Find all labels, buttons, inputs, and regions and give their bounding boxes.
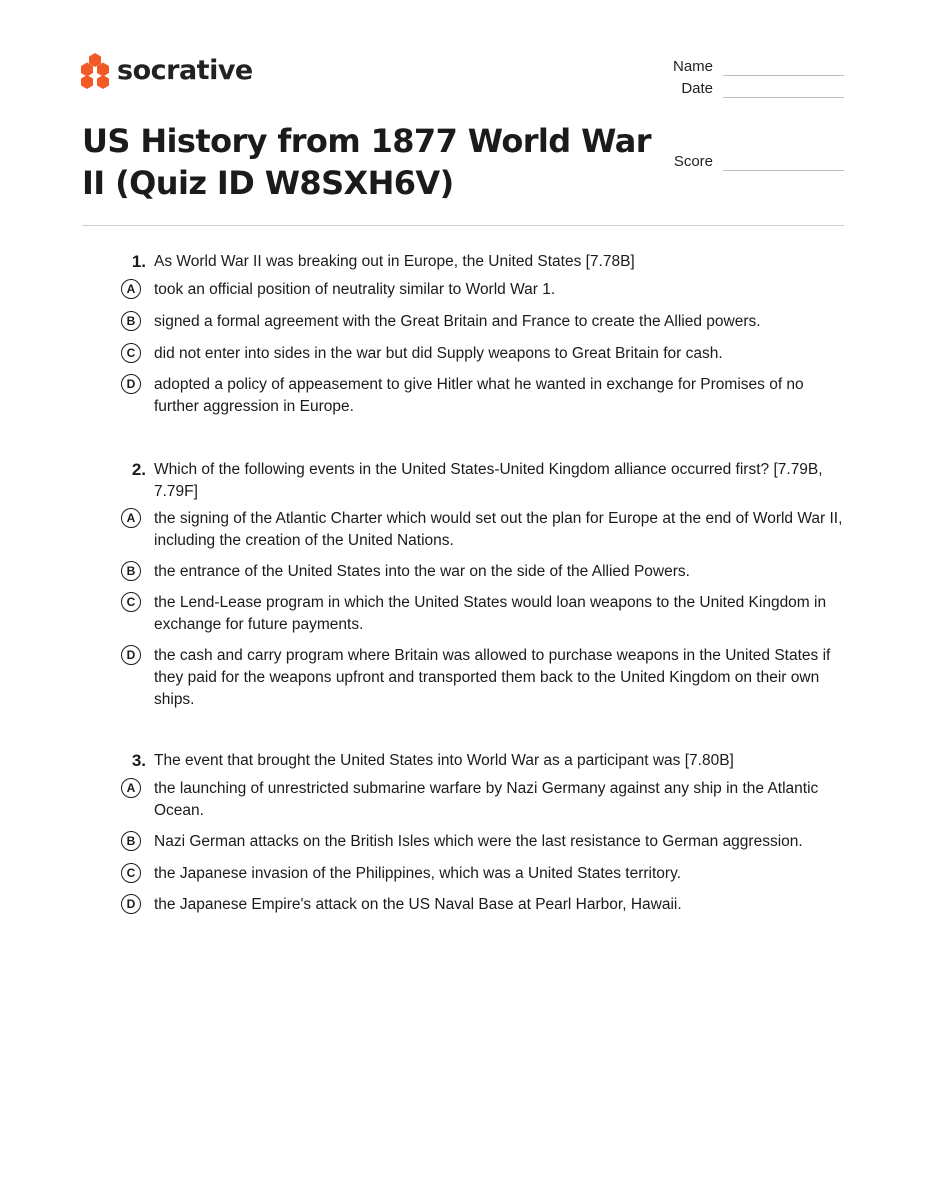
option-text: the launching of unrestricted submarine warfare by Nazi Germany against any ship in the Atlantic Ocean. <box>154 780 819 819</box>
option-letter-badge: B <box>121 311 141 331</box>
answer-option-d[interactable] <box>120 645 844 711</box>
option-letter-badge: A <box>121 279 141 299</box>
date-field[interactable] <box>651 80 844 98</box>
answer-option-c[interactable] <box>120 343 844 365</box>
quiz-title: US History from 1877 World War II (Quiz ID W8SXH6V) <box>82 122 651 202</box>
answer-option-a[interactable] <box>120 778 844 822</box>
socrative-logo <box>81 53 253 89</box>
option-letter-badge: A <box>121 778 141 798</box>
option-text: did not enter into sides in the war but did Supply weapons to Great Britain for cash. <box>154 345 723 362</box>
option-letter-badge: C <box>121 863 141 883</box>
answer-option-b[interactable] <box>120 831 844 853</box>
option-letter-badge: B <box>121 831 141 851</box>
option-letter-badge: B <box>121 561 141 581</box>
question-text: Which of the following events in the United States-United Kingdom alliance occurred first? [7.79B, 7.79F] <box>154 461 823 500</box>
answer-option-d[interactable] <box>120 374 844 418</box>
option-text: took an official position of neutrality similar to World War 1. <box>154 281 556 298</box>
question-2 <box>120 459 844 711</box>
question-number: 1. <box>131 252 146 271</box>
question-number: 2. <box>131 460 146 479</box>
question-stem <box>120 251 844 273</box>
option-text: adopted a policy of appeasement to give Hitler what he wanted in exchange for Promises of no further aggression in Europe. <box>154 376 804 415</box>
brand-name: socrative <box>117 55 253 86</box>
answer-option-a[interactable] <box>120 279 844 301</box>
name-line[interactable] <box>723 63 844 76</box>
score-line[interactable] <box>723 158 844 171</box>
question-number: 3. <box>131 751 146 770</box>
date-line[interactable] <box>723 85 844 98</box>
question-3 <box>120 750 844 916</box>
question-text: As World War II was breaking out in Europe, the United States [7.78B] <box>154 253 635 270</box>
name-label: Name <box>672 58 713 75</box>
option-text: the signing of the Atlantic Charter which would set out the plan for Europe at the end of World War II, including the creation of the United Nations. <box>154 510 843 549</box>
option-text: the entrance of the United States into the war on the side of the Allied Powers. <box>154 563 690 580</box>
answer-option-a[interactable] <box>120 508 844 552</box>
header-divider <box>82 225 844 226</box>
option-letter-badge: A <box>121 508 141 528</box>
option-letter-badge: D <box>121 894 141 914</box>
answer-option-d[interactable] <box>120 894 844 916</box>
option-text: Nazi German attacks on the British Isles which were the last resistance to German aggression. <box>154 833 803 850</box>
answer-option-b[interactable] <box>120 561 844 583</box>
question-text: The event that brought the United States into World War as a participant was [7.80B] <box>154 752 734 769</box>
answer-option-b[interactable] <box>120 311 844 333</box>
option-letter-badge: C <box>121 592 141 612</box>
question-stem <box>120 459 844 503</box>
name-field[interactable] <box>651 58 844 76</box>
option-letter-badge: D <box>121 645 141 665</box>
option-text: the Lend-Lease program in which the United States would loan weapons to the United Kingdom in exchange for future payments. <box>154 594 827 633</box>
answer-option-c[interactable] <box>120 863 844 885</box>
option-letter-badge: D <box>121 374 141 394</box>
date-label: Date <box>681 80 713 97</box>
question-stem <box>120 750 844 772</box>
option-text: the Japanese invasion of the Philippines, which was a United States territory. <box>154 865 681 882</box>
option-letter-badge: C <box>121 343 141 363</box>
hexagon-logo-icon <box>81 53 109 89</box>
option-text: the Japanese Empire's attack on the US Naval Base at Pearl Harbor, Hawaii. <box>154 896 682 913</box>
option-text: the cash and carry program where Britain was allowed to purchase weapons in the United States if they paid for the weapons upfront and transported them back to the United Kingdom on their own ships. <box>154 647 831 708</box>
score-label: Score <box>673 153 713 170</box>
score-field[interactable] <box>651 153 844 171</box>
option-text: signed a formal agreement with the Great Britain and France to create the Allied powers. <box>154 313 761 330</box>
question-1 <box>120 251 844 418</box>
answer-option-c[interactable] <box>120 592 844 636</box>
